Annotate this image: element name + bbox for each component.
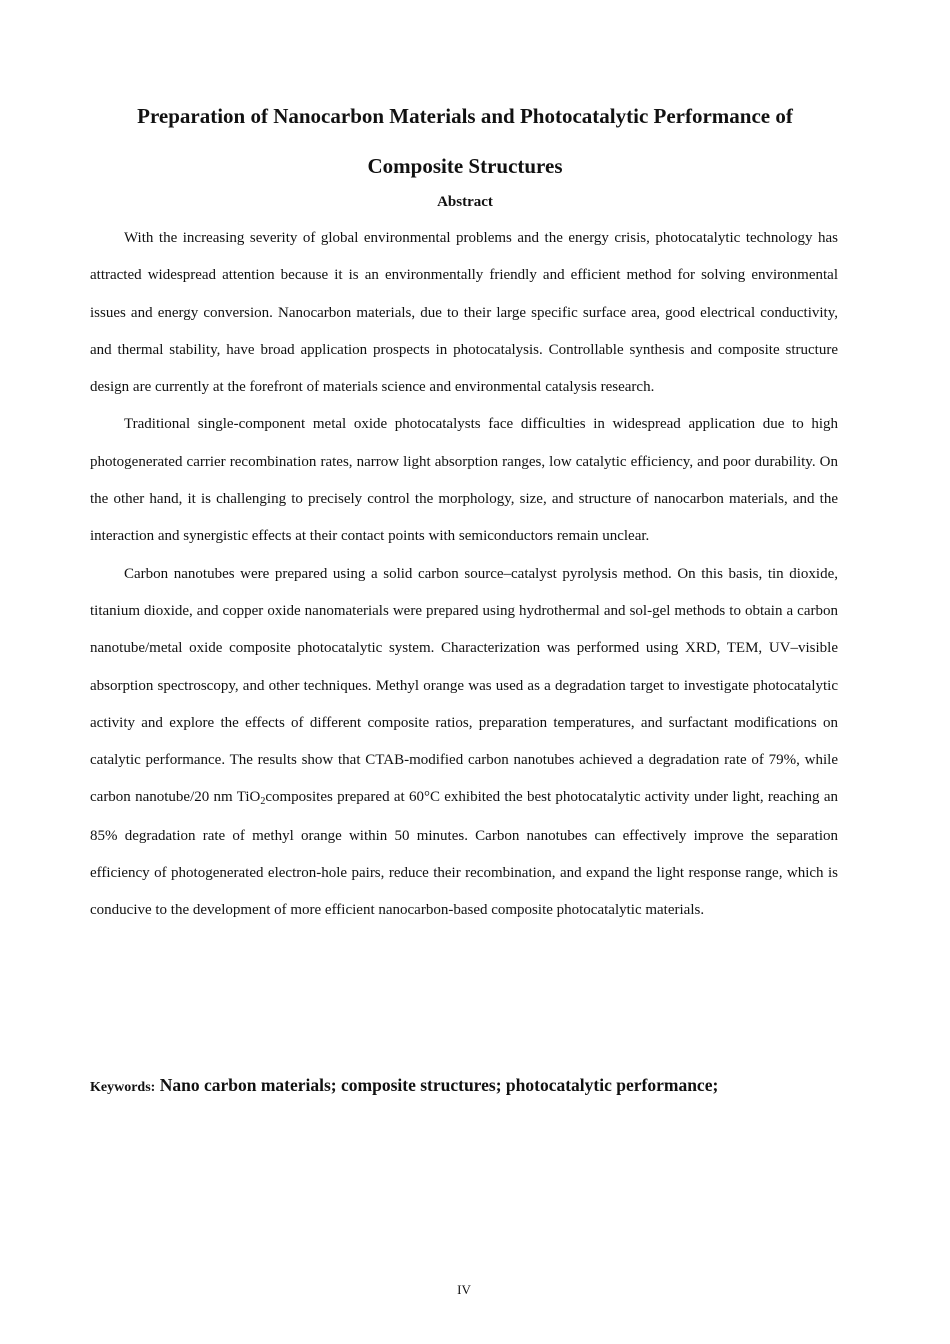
abstract-paragraph-2: Traditional single-component metal oxide photocatalysts face difficulties in widespread application due to high photogenerated carrier recombination rates, narrow light absorption ranges, low catalytic efficiency, and poor durability. On the other hand, it is challenging to precisely control the morphology, size, and structure of nanocarbon materials, and the interaction and synergistic effects at their contact points with semiconductors remain unclear. (90, 416, 838, 545)
abstract-heading: Abstract (437, 194, 493, 210)
tio2-subscript: 2 (260, 796, 266, 808)
abstract-paragraph-3-part-1: Carbon nanotubes were prepared using a solid carbon source–catalyst pyrolysis method. On this basis, tin dioxide, titanium dioxide, and copper oxide nanomaterials were prepared using hydrothermal and sol-gel methods to obtain a carbon nanotube/metal oxide composite photocatalytic system. Characterization was performed using XRD, TEM, UV–visible absorption spectroscopy, and other techniques. Methyl orange was used as a degradation target to investigate photocatalytic activity and explore the effects of different composite ratios, preparation temperatures, and surfactant modifications on catalytic performance. The results show that CTAB-modified carbon nanotubes achieved a degradation rate of 79%, while carbon nanotube/20 nm TiO (90, 565, 838, 806)
document-title-line-2: Composite Structures (367, 154, 563, 178)
page-number: IV (457, 1282, 471, 1297)
keywords-line (90, 1075, 850, 1096)
keywords-label: Keywords: (90, 1080, 156, 1095)
abstract-paragraph-3-part-2: composites prepared at 60°C exhibited the best photocatalytic activity under light, reaching an 85% degradation rate of methyl orange within 50 minutes. Carbon nanotubes can effectively improve the separation efficiency of photogenerated electron-hole pairs, reduce their recombination, and expand the light response range, which is conducive to the development of more efficient nanocarbon-based composite photocatalytic materials. (90, 789, 838, 919)
document-title-line-1: Preparation of Nanocarbon Materials and Photocatalytic Performance of (137, 104, 793, 128)
abstract-paragraph-3 (90, 556, 838, 930)
abstract-body (90, 220, 838, 930)
keywords-text: Nano carbon materials; composite structures; photocatalytic performance; (155, 1075, 719, 1095)
abstract-paragraph-1: With the increasing severity of global environmental problems and the energy crisis, photocatalytic technology has attracted widespread attention because it is an environmentally friendly and efficient method for solving environmental issues and energy conversion. Nanocarbon materials, due to their large specific surface area, good electrical conductivity, and thermal stability, have broad application prospects in photocatalysis. Controllable synthesis and composite structure design are currently at the forefront of materials science and environmental catalysis research. (90, 230, 838, 396)
